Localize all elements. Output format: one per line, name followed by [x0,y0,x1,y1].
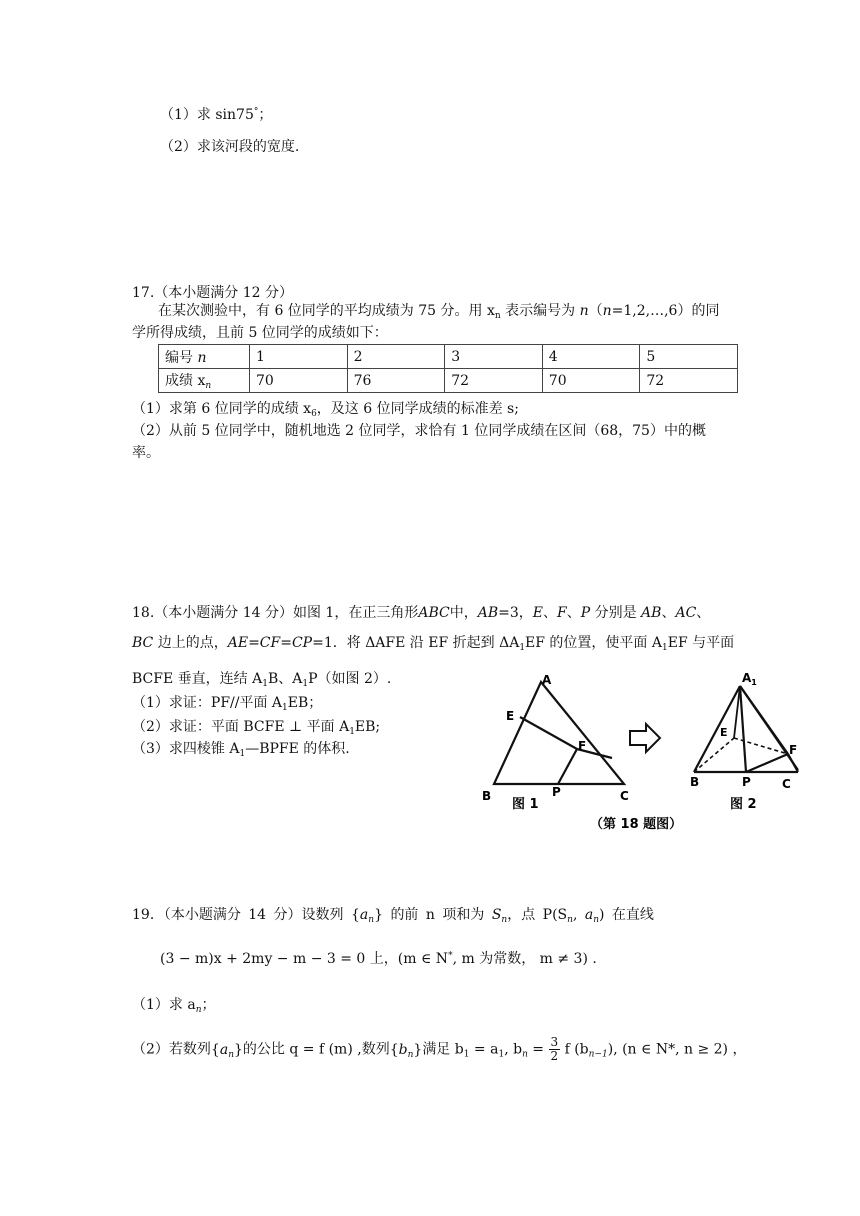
q19-line1: 19．（本小题满分 14 分）设数列 $\{a_n\}$ 的前 n 项和为 $S_n$，点 $P(S_n$, $a_n$) 在直线 [132,907,654,925]
q17-part2-line2: 率。 [132,445,160,461]
score-table [158,344,738,393]
table-cell: 1 [250,345,348,369]
figure-1-caption: 图 1 [512,797,539,812]
figure-2-pyramid [694,686,798,772]
q16-part1: （1）求 sin75°； [160,107,273,123]
q18-line1: 18.（本小题满分 14 分）如图 1，在正三角形ABC中，AB=3，E、F、P 分别是 AB、AC、 [132,605,711,621]
table-row [159,369,738,393]
q17-intro-line2: 学所得成绩，且前 5 位同学的成绩如下： [132,325,388,341]
q19-part1: （1）求 $a_n$； [132,997,216,1015]
table-cell: 72 [445,369,543,393]
figure-2-caption: 图 2 [730,797,757,812]
table-cell: 3 [445,345,543,369]
q18-part2: （2）求证：平面 BCFE ⊥ 平面 $A_1EB$; [132,719,381,737]
q16-part2: （2）求该河段的宽度. [160,139,300,155]
label-c2: C [782,777,791,791]
label-b: B [482,789,492,803]
triangle-abc [494,682,624,784]
label-b2: B [690,775,700,789]
table-header-cell: 成绩 $x_n$ [159,369,250,393]
q17-part2-line1: （2）从前 5 位同学中，随机地选 2 位同学，求恰有 1 位同学成绩在区间（68，75）中的概 [132,423,706,439]
q18-part1: （1）求证：PF//平面 $A_1EB$； [132,695,323,713]
label-c: C [620,789,629,803]
label-f2: F [789,743,798,757]
q17-intro-line1: 在某次测验中，有 6 位同学的平均成绩为 75 分。用 $x_n$ 表示编号为 n（n=1,2,…,6）的同 [158,303,720,321]
arrow-icon [630,724,660,752]
label-a1: $A_1$ [742,671,757,687]
q17-heading: 17.（本小题满分 12 分） [132,285,293,301]
q19-line2: (3 − m)x + 2my − m − 3 = 0 上，(m ∈ N*, m 为常数， m ≠ 3) . [160,951,597,967]
label-p: P [552,785,561,799]
q18-line2: BC 边上的点，AE=CF=CP=1．将 ΔAFE 沿 EF 折起到 $\Delta A_1EF$ 的位置，使平面 $A_1EF$ 与平面 [132,635,735,653]
q19-part2: （2）若数列$\{a_n\}$的公比 q = f (m) ,数列$\{b_n\}$满足 $b_1 = a_1$, $b_n$ = $\frac{3}{2}$ f $(b_{n-1})$, (n ∈ N*, n ≥ 2) ， [132,1035,747,1063]
q17-part1: （1）求第 6 位同学的成绩 $x_6$，及这 6 位同学成绩的标准差 s; [132,401,519,419]
label-f: F [578,739,587,753]
table-cell: 72 [640,369,738,393]
label-p2: P [742,775,751,789]
table-cell: 70 [250,369,348,393]
table-cell: 4 [542,345,640,369]
edge-a1b [694,686,740,772]
table-row [159,345,738,369]
edge-ef [734,738,788,754]
segment-ef [520,717,577,749]
table-cell: 76 [347,369,445,393]
geometry-figure [476,668,806,838]
q18-part3: （3）求四棱锥 $A_1—BPFE$ 的体积. [132,741,350,759]
edge-pf [746,754,788,772]
figure-caption: （第 18 题图） [590,817,683,832]
edge-a1p [740,686,746,772]
table-header-cell: 编号 n [159,345,250,369]
table-cell: 2 [347,345,445,369]
edge-be [694,738,734,772]
label-e: E [506,709,515,723]
q18-line3: BCFE 垂直，连结 $A_1B$、$A_1P$（如图 2）. [132,671,392,689]
figure-1-triangle [494,682,624,784]
label-e2: E [720,726,728,739]
table-cell: 5 [640,345,738,369]
table-cell: 70 [542,369,640,393]
label-a: A [542,673,552,687]
fraction-three-halves: $\frac{3}{2}$ [550,1035,559,1063]
segment-fp [558,749,577,784]
